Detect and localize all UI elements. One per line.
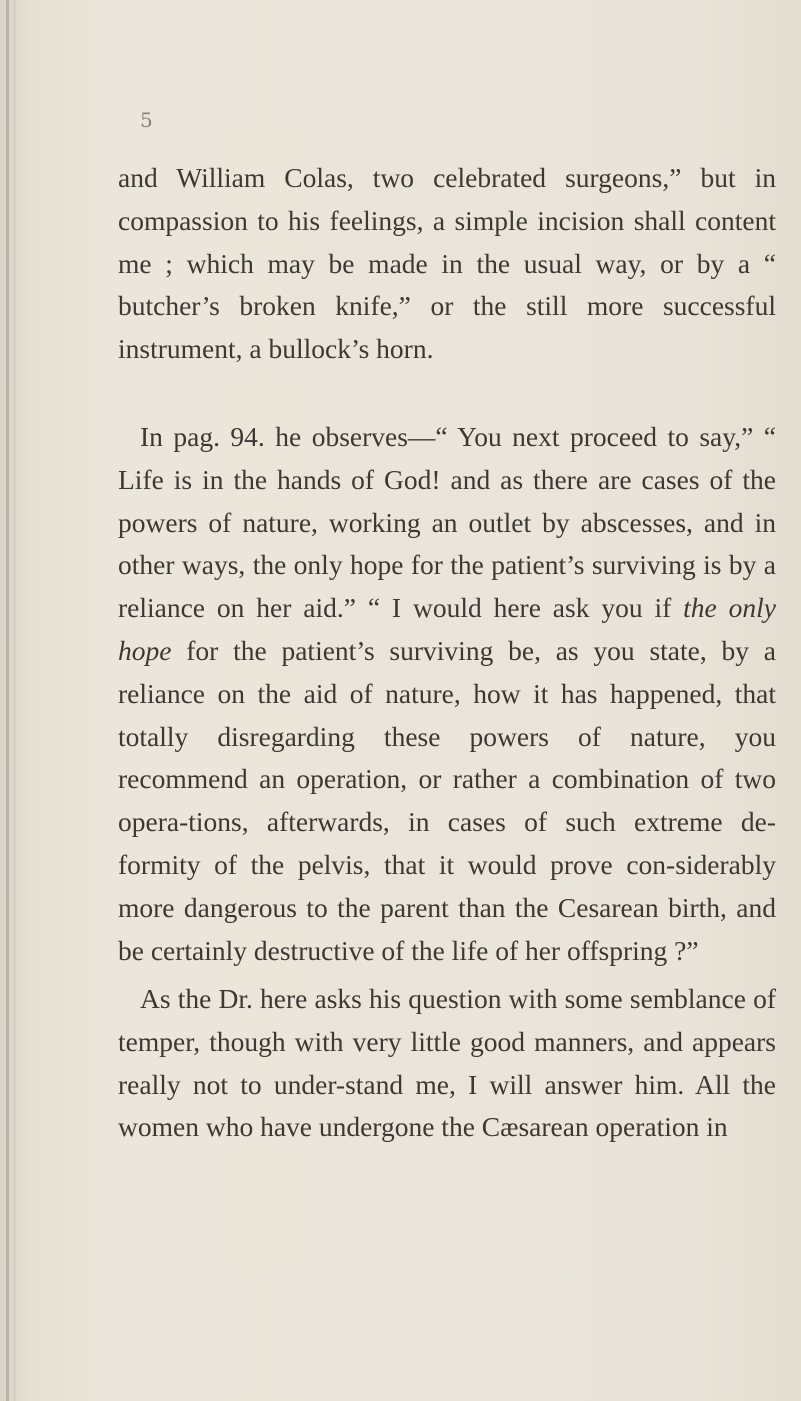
binding-edge-inner bbox=[14, 0, 15, 1401]
binding-edge bbox=[6, 0, 9, 1401]
paragraph-3 bbox=[118, 978, 776, 1149]
paragraph-2-text-a: In pag. 94. he observes—“ You next proceed to say,” “ Life is in the hands of God! and as there are cases of the powers of nature, working an outlet by abscesses, and in other ways, the only hope for the patient’s surviving is by a reliance on her aid.” “ I would here ask you if bbox=[118, 421, 776, 624]
paragraph-2 bbox=[118, 416, 776, 972]
paragraph-2-text-b: for the patient’s surviving be, as you state, by a reliance on the aid of nature, how it has happened, that totally disregarding these powers of nature, you recommend an operation, or rather a combination of two opera-tions, afterwards, in cases of such extreme de-formity of the pelvis, that it would prove con-siderably more dangerous to the parent than the Cesarean birth, and be certainly destructive of the life of her offspring ?” bbox=[118, 634, 776, 966]
paragraph-2-italic: the only hope bbox=[118, 592, 776, 666]
paragraph-3-text: As the Dr. here asks his question with some semblance of temper, though with very little good manners, and appears really not to under-stand me, I will answer him. All the women who have undergone the Cæsarean operation in bbox=[118, 983, 776, 1143]
paragraph-1 bbox=[118, 157, 776, 371]
page-number: 5 bbox=[140, 108, 154, 132]
paragraph-1-text: and William Colas, two celebrated surgeons,” but in compassion to his feelings, a simple incision shall content me ; which may be made in the usual way, or by a “ butcher’s broken knife,” or the still more successful instrument, a bullock’s horn. bbox=[118, 162, 776, 365]
